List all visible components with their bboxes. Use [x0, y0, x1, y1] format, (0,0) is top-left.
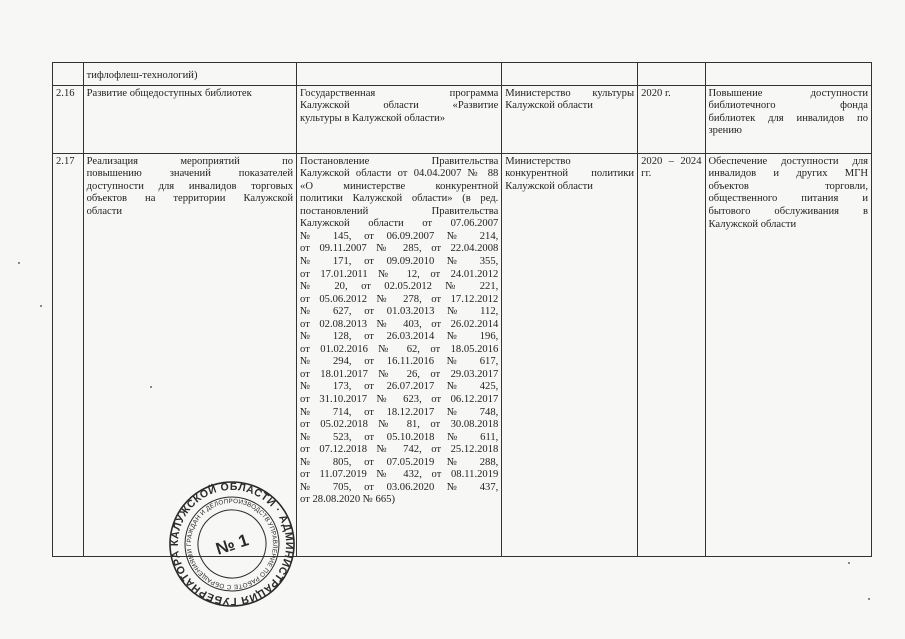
cell-line: объектов на территории Калужской: [86, 193, 294, 205]
cell-line: Повышение доступности: [708, 87, 868, 99]
cell-executor: [502, 63, 638, 86]
table-row: [53, 85, 872, 153]
cell-line: постановлений Правительства: [300, 205, 499, 217]
cell-line: Министерство культуры: [505, 87, 635, 99]
cell-line: Государственная программа: [300, 87, 499, 99]
cell-line: бытового обслуживания в: [708, 205, 868, 217]
cell-line: от 18.01.2017 № 26, от 29.03.2017: [300, 368, 499, 380]
cell-line: доступности для инвалидов торговых: [86, 180, 294, 192]
cell-line: инвалидов и других МГН: [708, 168, 868, 180]
cell-line: от 07.12.2018 № 742, от 25.12.2018: [300, 444, 499, 456]
cell-line: библиотек для инвалидов по: [708, 112, 868, 124]
cell-line: Реализация мероприятий по: [86, 155, 294, 167]
cell-text: тифлофлеш-технологий): [86, 70, 198, 81]
cell-line: от 05.06.2012 № 278, от 17.12.2012: [300, 293, 499, 305]
cell-line: Калужской области от 04.04.2007 № 88: [300, 168, 499, 180]
cell-line: № 145, от 06.09.2007 № 214,: [300, 230, 499, 242]
cell-line: 2020 – 2024: [641, 155, 702, 167]
cell-line: культуры в Калужской области»: [300, 112, 446, 124]
cell-line: Обеспечение доступности для: [708, 155, 868, 167]
cell-line: № 294, от 16.11.2016 № 617,: [300, 356, 499, 368]
cell-line: Калужской области «Развитие: [300, 100, 499, 112]
cell-line: № 627, от 01.03.2013 № 112,: [300, 306, 499, 318]
cell-line: Постановление Правительства: [300, 155, 499, 167]
cell-basis: [297, 85, 502, 153]
cell-line: № 20, от 02.05.2012 № 221,: [300, 281, 499, 293]
cell-line: № 173, от 26.07.2017 № 425,: [300, 381, 499, 393]
cell-title: [83, 63, 296, 86]
cell-line: зрению: [708, 125, 742, 137]
cell-basis: [297, 153, 502, 556]
row-title: Развитие общедоступных библиотек: [86, 87, 252, 99]
cell-num: [53, 153, 84, 556]
cell-executor: [502, 153, 638, 556]
cell-line: гг.: [641, 168, 652, 180]
row-number: 2.17: [56, 155, 75, 167]
cell-line: № 523, от 05.10.2018 № 611,: [300, 431, 499, 443]
seal-center-number: № 1: [213, 530, 251, 559]
cell-basis: [297, 63, 502, 86]
cell-result: [705, 85, 872, 153]
cell-line: «О министерстве конкурентной: [300, 180, 499, 192]
scan-speck: [18, 262, 20, 264]
cell-line: от 01.02.2016 № 62, от 18.05.2016: [300, 343, 499, 355]
cell-line: общественного питания и: [708, 193, 868, 205]
cell-num: [53, 63, 84, 86]
cell-line: конкурентной политики: [505, 168, 635, 180]
cell-line: от 31.10.2017 № 623, от 06.12.2017: [300, 393, 499, 405]
cell-line: библиотечного фонда: [708, 100, 868, 112]
cell-line: политики Калужской области» (в ред.: [300, 193, 499, 205]
cell-line: Калужской области: [505, 100, 593, 112]
official-seal: [168, 480, 296, 608]
scan-speck: [40, 305, 42, 307]
cell-line: объектов торговли,: [708, 180, 868, 192]
cell-line: № 128, от 26.03.2014 № 196,: [300, 331, 499, 343]
cell-result: [705, 153, 872, 556]
cell-line: № 714, от 18.12.2017 № 748,: [300, 406, 499, 418]
cell-line: Калужской области: [505, 180, 593, 192]
cell-line: № 705, от 03.06.2020 № 437,: [300, 481, 499, 493]
row-number: 2.16: [56, 87, 75, 99]
cell-term: [638, 63, 705, 86]
cell-line: № 805, от 07.05.2019 № 288,: [300, 456, 499, 468]
cell-line: от 17.01.2011 № 12, от 24.01.2012: [300, 268, 499, 280]
cell-executor: [502, 85, 638, 153]
cell-result: [705, 63, 872, 86]
cell-line: от 11.07.2019 № 432, от 08.11.2019: [300, 469, 499, 481]
scan-speck: [848, 562, 850, 564]
cell-line: Калужской области от 07.06.2007: [300, 218, 499, 230]
cell-line: от 28.08.2020 № 665): [300, 494, 395, 506]
seal-outer-text: АДМИНИСТРАЦИЯ ГУБЕРНАТОРА КАЛУЖСКОЙ ОБЛАСТИ ·: [168, 480, 296, 608]
term-text: 2020 г.: [641, 87, 671, 99]
cell-line: № 171, от 09.09.2010 № 355,: [300, 255, 499, 267]
cell-line: повышению значений показателей: [86, 168, 294, 180]
seal-inner-text: УПРАВЛЕНИЕ ПО РАБОТЕ С ОБРАЩЕНИЯМИ ГРАЖДАН И ДЕЛОПРОИЗВОДСТВУ: [185, 497, 279, 591]
cell-line: от 09.11.2007 № 285, от 22.04.2008: [300, 243, 499, 255]
table-row: [53, 63, 872, 86]
cell-line: Калужской области: [708, 218, 797, 230]
scan-speck: [150, 386, 152, 388]
cell-line: области: [86, 205, 123, 217]
cell-term: [638, 85, 705, 153]
cell-line: от 02.08.2013 № 403, от 26.02.2014: [300, 318, 499, 330]
cell-line: от 05.02.2018 № 81, от 30.08.2018: [300, 419, 499, 431]
cell-num: [53, 85, 84, 153]
cell-term: [638, 153, 705, 556]
cell-line: Министерство: [505, 155, 571, 167]
cell-title: [83, 85, 296, 153]
scan-speck: [868, 598, 870, 600]
